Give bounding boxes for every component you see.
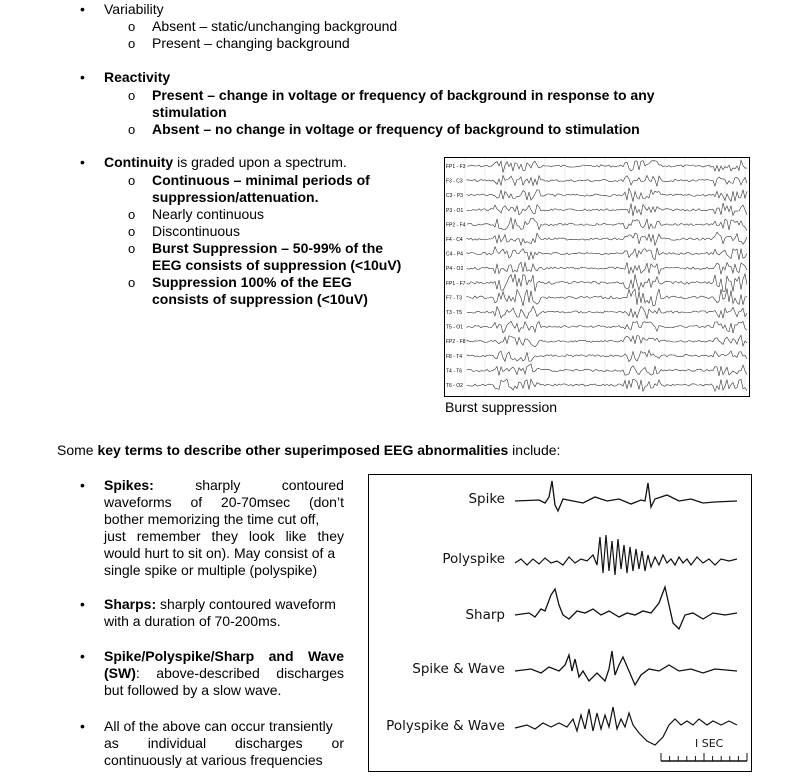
continuity-item-continuous-line2: suppression/attenuation. bbox=[152, 189, 319, 205]
transient-line2: as individual discharges or bbox=[104, 735, 344, 751]
spikes-line1-a: sharply bbox=[195, 477, 241, 493]
sub-bullet: o bbox=[128, 241, 136, 256]
continuity-item-suppression-line2: consists of suppression (<10uV) bbox=[152, 291, 368, 307]
intro-suffix: include: bbox=[508, 442, 561, 458]
reactivity-absent: Absent – no change in voltage or frequency of background to stimulation bbox=[152, 121, 640, 137]
sub-bullet: o bbox=[128, 19, 136, 34]
bullet-dot: • bbox=[80, 648, 85, 664]
sub-bullet: o bbox=[128, 36, 136, 51]
spike-waveform bbox=[515, 481, 737, 511]
sharps-term: Sharps: bbox=[104, 596, 157, 612]
eeg-channel-label: T3 - T5 bbox=[446, 310, 463, 316]
eeg-channel-label: FP2 - F4 bbox=[446, 222, 466, 229]
label-sharp: Sharp bbox=[465, 607, 505, 623]
sharps-description bbox=[104, 596, 349, 630]
transient-line3: continuously at various frequencies bbox=[104, 752, 323, 768]
eeg-channel-label: C3 - P3 bbox=[446, 193, 463, 200]
continuity-item-discontinuous: Discontinuous bbox=[152, 223, 240, 239]
scale-label: I SEC bbox=[695, 737, 724, 750]
spikes-line2: waveforms of 20-70msec (don’t bbox=[104, 494, 344, 510]
sw-term-line: Spike/Polyspike/Sharp and Wave bbox=[104, 648, 344, 664]
intro-prefix: Some bbox=[57, 442, 98, 458]
continuity-suffix: is graded upon a spectrum. bbox=[173, 154, 347, 170]
label-polyspike-and-wave: Polyspike & Wave bbox=[386, 718, 505, 734]
sw-abbrev: (SW) bbox=[104, 665, 136, 681]
eeg-channel-label: F8 - T4 bbox=[446, 353, 463, 360]
abnormalities-intro bbox=[57, 442, 560, 459]
spikes-term: Spikes: bbox=[104, 477, 154, 493]
sub-bullet: o bbox=[128, 122, 136, 137]
bullet-dot: • bbox=[80, 154, 85, 170]
variability-title: Variability bbox=[104, 1, 164, 17]
burst-suppression-eeg-image bbox=[444, 157, 750, 397]
continuity-item-burst-line1: Burst Suppression – 50-99% of the bbox=[152, 240, 384, 256]
spikes-line6: single spike or multiple (polyspike) bbox=[104, 562, 318, 578]
polyspike-waveform bbox=[515, 535, 737, 575]
sharp-waveform bbox=[515, 587, 737, 629]
spikes-line4: just remember they look like they bbox=[104, 528, 344, 544]
spikes-line5: would hurt to sit on). May consist of a bbox=[104, 545, 336, 561]
transient-line1: All of the above can occur transiently bbox=[104, 718, 333, 734]
continuity-title: Continuity bbox=[104, 154, 174, 170]
eeg-channel-label: T5 - O1 bbox=[446, 324, 463, 331]
reactivity-title: Reactivity bbox=[104, 69, 171, 85]
label-spike: Spike bbox=[468, 491, 505, 507]
reactivity-present-line2: stimulation bbox=[152, 104, 227, 120]
bullet-dot: • bbox=[80, 596, 85, 612]
sw-line2: but followed by a slow wave. bbox=[104, 682, 282, 698]
variability-absent: Absent – static/unchanging background bbox=[152, 18, 398, 34]
sharps-line1: sharply contoured waveform bbox=[160, 596, 336, 612]
continuity-item-nearly: Nearly continuous bbox=[152, 206, 265, 222]
eeg-channel-label: FP1 - F7 bbox=[446, 280, 466, 287]
sub-bullet: o bbox=[128, 207, 136, 222]
waveform-examples-image bbox=[368, 474, 752, 772]
eeg-channel-label: P3 - O1 bbox=[446, 207, 464, 214]
eeg-channel-label: T4 - T6 bbox=[446, 368, 463, 375]
eeg-channel-label: T6 - O2 bbox=[446, 383, 463, 389]
bullet-dot: • bbox=[80, 1, 85, 17]
eeg-channel-label: FP1 - F3 bbox=[446, 164, 466, 170]
sharps-line2: with a duration of 70-200ms. bbox=[104, 613, 281, 629]
bullet-dot: • bbox=[80, 477, 85, 493]
time-scale-bar bbox=[661, 753, 747, 761]
transient-description bbox=[104, 718, 344, 769]
label-spike-and-wave: Spike & Wave bbox=[412, 661, 505, 677]
reactivity-present-line1: Present – change in voltage or frequency of background in response to any bbox=[152, 87, 655, 103]
eeg-channel-label: FP2 - F8 bbox=[446, 339, 466, 346]
spike-wave-description: Spike/Polyspike/Sharp and Wave (SW): above-described discharges but followed by a slow wave. bbox=[104, 648, 344, 698]
sub-bullet: o bbox=[128, 275, 136, 290]
spikes-description bbox=[104, 477, 344, 579]
intro-bold: key terms to describe other superimposed EEG abnormalities bbox=[97, 442, 509, 458]
eeg-channel-label: F4 - C4 bbox=[446, 237, 463, 243]
sub-bullet: o bbox=[128, 224, 136, 239]
spikes-line3: bother memorizing the time cut off, bbox=[104, 511, 320, 527]
continuity-item-burst-line2: EEG consists of suppression (<10uV) bbox=[152, 257, 402, 273]
eeg-trace-chart bbox=[445, 158, 749, 396]
sub-bullet: o bbox=[128, 173, 136, 188]
variability-present: Present – changing background bbox=[152, 35, 350, 51]
eeg-channel-label: F7 - T3 bbox=[446, 295, 463, 302]
bullet-dot: • bbox=[80, 718, 85, 734]
label-polyspike: Polyspike bbox=[442, 551, 505, 567]
waveform-examples-svg bbox=[369, 475, 751, 771]
spike-and-wave-waveform bbox=[515, 651, 737, 685]
sub-bullet: o bbox=[128, 88, 136, 103]
bullet-dot: • bbox=[80, 69, 85, 85]
continuity-item-continuous-line1: Continuous – minimal periods of bbox=[152, 172, 370, 188]
continuity-item-suppression-line1: Suppression 100% of the EEG bbox=[152, 274, 352, 290]
eeg-channel-label: C4 - P4 bbox=[446, 251, 463, 258]
continuity-heading bbox=[104, 154, 347, 171]
spikes-line1-b: contoured bbox=[281, 477, 344, 493]
eeg-channel-label: P4 - O2 bbox=[446, 266, 464, 273]
figure-caption: Burst suppression bbox=[445, 399, 558, 415]
eeg-channel-label: F3 - C3 bbox=[446, 178, 463, 185]
